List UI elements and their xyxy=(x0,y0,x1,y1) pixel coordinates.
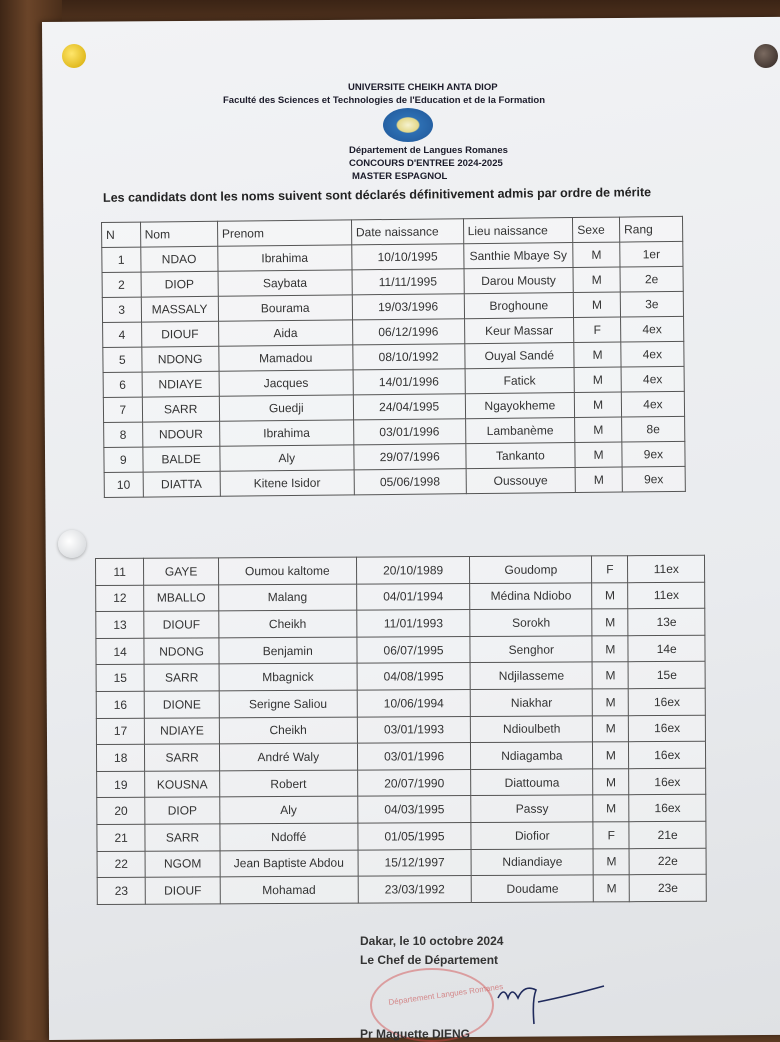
signatory-name: Pr Maguette DIENG xyxy=(360,1027,471,1041)
cell-nom: DIOP xyxy=(145,797,220,824)
cell-date: 23/03/1992 xyxy=(358,876,472,903)
cell-date: 14/01/1996 xyxy=(353,369,465,395)
cell-sexe: M xyxy=(575,442,622,467)
cell-lieu: Diofior xyxy=(471,822,593,849)
cell-number: 3 xyxy=(102,297,141,322)
cell-sexe: F xyxy=(593,822,629,849)
cell-date: 29/07/1996 xyxy=(354,444,466,470)
cell-number: 8 xyxy=(104,422,143,447)
cell-nom: SARR xyxy=(145,744,220,771)
cell-rang: 16ex xyxy=(629,795,706,822)
cell-nom: GAYE xyxy=(144,558,219,585)
cell-date: 24/04/1995 xyxy=(353,394,465,420)
cell-lieu: Goudomp xyxy=(470,556,592,583)
cell-nom: DIOUF xyxy=(141,321,218,347)
cell-prenom: Jean Baptiste Abdou xyxy=(220,850,358,877)
cell-prenom: Serigne Saliou xyxy=(219,690,357,717)
cell-prenom: Mohamad xyxy=(220,876,358,903)
dark-pushpin-icon xyxy=(754,44,778,68)
place-date: Dakar, le 10 octobre 2024 xyxy=(360,934,504,948)
cell-lieu: Niakhar xyxy=(471,689,593,716)
cell-sexe: M xyxy=(593,768,629,795)
table-row xyxy=(96,635,705,665)
cell-number: 9 xyxy=(104,447,143,472)
cell-number: 14 xyxy=(96,638,144,665)
cell-lieu: Sorokh xyxy=(470,609,592,636)
cell-sexe: M xyxy=(592,609,628,636)
cell-rang: 13e xyxy=(628,608,705,635)
cell-date: 19/03/1996 xyxy=(352,294,464,320)
cell-nom: SARR xyxy=(144,664,219,691)
cell-nom: NDONG xyxy=(141,346,218,372)
cell-rang: 22e xyxy=(629,848,706,875)
cell-sexe: M xyxy=(575,417,622,442)
cell-date: 03/01/1993 xyxy=(357,716,471,743)
cell-number: 23 xyxy=(97,877,145,904)
cell-lieu: Ngayokheme xyxy=(465,393,575,419)
cell-date: 03/01/1996 xyxy=(357,743,471,770)
cell-sexe: M xyxy=(593,715,629,742)
cell-rang: 16ex xyxy=(629,741,706,768)
cell-lieu: Broghoune xyxy=(464,293,574,319)
cell-rang: 9ex xyxy=(622,441,685,467)
cell-date: 06/12/1996 xyxy=(352,319,464,345)
table-row xyxy=(96,608,705,638)
cell-date: 20/07/1990 xyxy=(357,769,471,796)
cell-nom: DIOUF xyxy=(144,611,219,638)
cell-number: 5 xyxy=(103,347,142,372)
cell-rang: 15e xyxy=(629,662,706,689)
table-row xyxy=(96,715,705,745)
cell-number: 15 xyxy=(96,665,144,692)
cell-date: 20/10/1989 xyxy=(356,557,470,584)
cell-prenom: Aly xyxy=(220,445,354,471)
signatory-title: Le Chef de Département xyxy=(360,953,499,967)
cell-rang: 16ex xyxy=(629,715,706,742)
cell-date: 06/07/1995 xyxy=(357,636,471,663)
cell-rang: 4ex xyxy=(620,316,683,342)
cell-number: 7 xyxy=(103,397,142,422)
cell-prenom: Oumou kaltome xyxy=(218,557,356,584)
table-row xyxy=(97,768,706,798)
program-name: MASTER ESPAGNOL xyxy=(352,171,448,182)
col-header-nom: Nom xyxy=(140,221,217,247)
cell-prenom: Mamadou xyxy=(219,345,353,371)
university-name: UNIVERSITE CHEIKH ANTA DIOP xyxy=(348,82,498,93)
cell-number: 1 xyxy=(102,247,141,272)
cell-number: 6 xyxy=(103,372,142,397)
cell-lieu: Ndiagamba xyxy=(471,742,593,769)
cell-number: 13 xyxy=(96,611,144,638)
table-row xyxy=(97,795,706,825)
cell-prenom: Aida xyxy=(218,320,352,346)
cell-nom: MASSALY xyxy=(141,296,218,322)
cell-lieu: Lambanème xyxy=(465,418,575,444)
cell-sexe: M xyxy=(574,292,621,317)
stamp-text: Département Langues Romanes xyxy=(387,981,504,1008)
cell-lieu: Tankanto xyxy=(465,443,575,469)
cell-prenom: Malang xyxy=(218,584,356,611)
signature-icon xyxy=(494,978,614,1028)
cell-number: 19 xyxy=(97,771,145,798)
cell-prenom: Ibrahima xyxy=(218,245,352,271)
cell-date: 04/08/1995 xyxy=(357,663,471,690)
cell-sexe: M xyxy=(592,689,628,716)
cell-lieu: Santhie Mbaye Sy xyxy=(463,243,573,269)
cell-date: 10/10/1995 xyxy=(352,244,464,270)
cell-number: 10 xyxy=(104,472,143,497)
table-row xyxy=(96,741,705,771)
col-header-lieu: Lieu naissance xyxy=(463,218,573,244)
cell-nom: DIOP xyxy=(141,271,218,297)
white-pushpin-icon xyxy=(58,530,86,558)
table-row xyxy=(97,848,706,878)
cell-rang: 4ex xyxy=(621,341,684,367)
cell-nom: NGOM xyxy=(145,850,220,877)
cell-prenom: Robert xyxy=(219,770,357,797)
results-table-1 xyxy=(101,216,686,498)
cell-date: 04/03/1995 xyxy=(357,796,471,823)
cell-nom: KOUSNA xyxy=(145,771,220,798)
cell-sexe: M xyxy=(574,342,621,367)
cell-rang: 11ex xyxy=(628,555,705,582)
cell-sexe: M xyxy=(593,742,629,769)
cell-sexe: M xyxy=(575,392,622,417)
cell-lieu: Fatick xyxy=(465,368,575,394)
cell-lieu: Darou Mousty xyxy=(464,268,574,294)
cell-prenom: Kitene Isidor xyxy=(220,470,354,496)
table-row xyxy=(96,555,705,585)
cell-sexe: M xyxy=(573,242,620,267)
cell-sexe: M xyxy=(592,582,628,609)
cell-lieu: Diattouma xyxy=(471,769,593,796)
cell-sexe: M xyxy=(592,635,628,662)
cell-sexe: M xyxy=(575,467,622,492)
cell-date: 10/06/1994 xyxy=(357,690,471,717)
cell-sexe: M xyxy=(593,875,629,902)
cell-nom: NDIAYE xyxy=(145,717,220,744)
cell-nom: NDOUR xyxy=(142,421,219,447)
cell-rang: 8e xyxy=(622,416,685,442)
col-header-sexe: Sexe xyxy=(573,217,620,242)
cell-sexe: F xyxy=(592,556,628,583)
cell-lieu: Ndjilasseme xyxy=(470,662,592,689)
cell-date: 01/05/1995 xyxy=(358,822,472,849)
university-seal-icon xyxy=(383,108,433,142)
cell-nom: SARR xyxy=(145,824,220,851)
col-header-rang: Rang xyxy=(619,216,682,242)
cell-rang: 9ex xyxy=(622,466,685,492)
cell-nom: MBALLO xyxy=(144,584,219,611)
cell-nom: NDONG xyxy=(144,638,219,665)
cell-sexe: M xyxy=(574,367,621,392)
col-header-prenom: Prenom xyxy=(217,220,351,246)
cell-date: 11/01/1993 xyxy=(356,610,470,637)
cell-rang: 1er xyxy=(620,241,683,267)
cell-rang: 4ex xyxy=(621,366,684,392)
department-name: Département de Langues Romanes xyxy=(349,145,508,156)
contest-name: CONCOURS D'ENTREE 2024-2025 xyxy=(349,158,503,169)
cell-date: 15/12/1997 xyxy=(358,849,472,876)
cell-date: 05/06/1998 xyxy=(354,469,466,495)
cell-date: 04/01/1994 xyxy=(356,583,470,610)
yellow-pushpin-icon xyxy=(62,44,86,68)
table-row xyxy=(96,688,705,718)
cell-sexe: M xyxy=(593,848,629,875)
cell-prenom: Bourama xyxy=(218,295,352,321)
cell-prenom: Jacques xyxy=(219,370,353,396)
cell-sexe: M xyxy=(592,662,628,689)
cell-rang: 4ex xyxy=(621,391,684,417)
cell-lieu: Ndiandiaye xyxy=(471,848,593,875)
cell-prenom: Cheikh xyxy=(219,717,357,744)
cell-nom: DIATTA xyxy=(143,471,220,497)
table-row xyxy=(97,874,706,904)
cell-nom: BALDE xyxy=(142,446,219,472)
cell-nom: NDIAYE xyxy=(142,371,219,397)
cell-date: 03/01/1996 xyxy=(353,419,465,445)
cell-number: 21 xyxy=(97,824,145,851)
results-headline: Les candidats dont les noms suivent sont déclarés définitivement admis par ordre de mérite xyxy=(102,185,652,205)
cell-number: 2 xyxy=(102,272,141,297)
cell-number: 16 xyxy=(96,691,144,718)
cell-rang: 2e xyxy=(620,266,683,292)
cell-lieu: Ndioulbeth xyxy=(471,715,593,742)
cell-rang: 11ex xyxy=(628,582,705,609)
cell-prenom: Guedji xyxy=(219,395,353,421)
cell-rang: 14e xyxy=(628,635,705,662)
cell-number: 20 xyxy=(97,798,145,825)
cell-lieu: Passy xyxy=(471,795,593,822)
cell-date: 08/10/1992 xyxy=(353,344,465,370)
col-header-n: N xyxy=(102,222,141,247)
cell-date: 11/11/1995 xyxy=(352,269,464,295)
cell-nom: DIONE xyxy=(145,691,220,718)
cell-prenom: Saybata xyxy=(218,270,352,296)
cell-nom: NDAO xyxy=(140,246,217,272)
cell-prenom: Mbagnick xyxy=(219,664,357,691)
cell-lieu: Oussouye xyxy=(466,468,576,494)
cell-rang: 21e xyxy=(629,821,706,848)
cell-lieu: Doudame xyxy=(472,875,594,902)
cell-number: 18 xyxy=(96,744,144,771)
cell-lieu: Ouyal Sandé xyxy=(464,343,574,369)
cell-nom: DIOUF xyxy=(145,877,220,904)
table-row xyxy=(96,582,705,612)
cell-lieu: Médina Ndiobo xyxy=(470,582,592,609)
cell-rang: 16ex xyxy=(629,768,706,795)
table-row xyxy=(96,662,705,692)
col-header-date: Date naissance xyxy=(351,219,463,245)
cell-sexe: F xyxy=(574,317,621,342)
cell-rang: 3e xyxy=(620,291,683,317)
cell-prenom: Ibrahima xyxy=(219,420,353,446)
cell-lieu: Keur Massar xyxy=(464,318,574,344)
faculty-name: Faculté des Sciences et Technologies de l'Education et de la Formation xyxy=(223,95,545,106)
cell-number: 22 xyxy=(97,851,145,878)
cell-rang: 16ex xyxy=(629,688,706,715)
results-table-2 xyxy=(95,555,707,905)
cell-sexe: M xyxy=(573,267,620,292)
cell-prenom: Cheikh xyxy=(219,610,357,637)
cell-number: 17 xyxy=(96,718,144,745)
cell-prenom: André Waly xyxy=(219,743,357,770)
cell-number: 4 xyxy=(103,322,142,347)
cell-lieu: Senghor xyxy=(470,636,592,663)
table-row xyxy=(97,821,706,851)
cell-number: 12 xyxy=(96,585,144,612)
cell-sexe: M xyxy=(593,795,629,822)
cell-prenom: Benjamin xyxy=(219,637,357,664)
cell-prenom: Aly xyxy=(220,796,358,823)
cell-nom: SARR xyxy=(142,396,219,422)
cell-rang: 23e xyxy=(630,874,707,901)
cell-prenom: Ndoffé xyxy=(220,823,358,850)
cell-number: 11 xyxy=(96,558,144,585)
